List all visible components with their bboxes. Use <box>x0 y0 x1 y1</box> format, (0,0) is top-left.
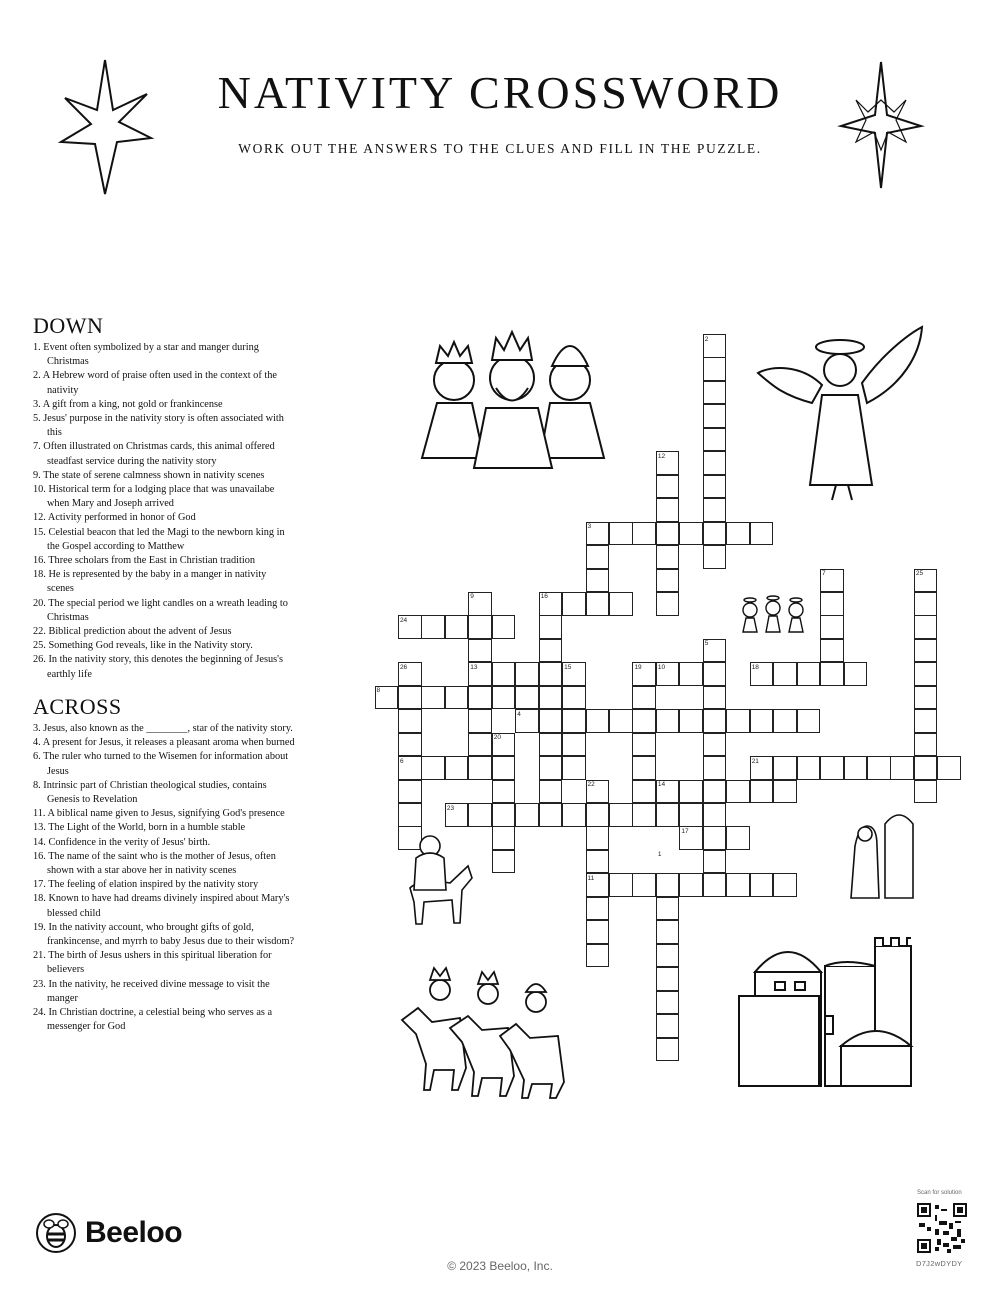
crossword-cell[interactable] <box>468 592 492 616</box>
crossword-cell[interactable] <box>539 780 563 804</box>
crossword-cell[interactable] <box>726 522 750 546</box>
crossword-cell[interactable] <box>398 615 422 639</box>
crossword-cell[interactable] <box>468 639 492 663</box>
wise-men-camels-illustration <box>396 958 572 1100</box>
crossword-cell[interactable] <box>515 709 539 733</box>
crossword-cell[interactable] <box>914 639 938 663</box>
crossword-cell[interactable] <box>937 756 961 780</box>
crossword-cell[interactable] <box>562 803 586 827</box>
crossword-cell[interactable] <box>914 709 938 733</box>
clue-number: 26 <box>399 663 408 671</box>
across-clue: 4. A present for Jesus, it releases a pleasant aroma when burned <box>33 737 295 749</box>
crossword-cell[interactable] <box>468 615 492 639</box>
crossword-cell[interactable] <box>609 522 633 546</box>
crossword-cell[interactable] <box>656 709 680 733</box>
down-clue: 20. The special period we light candles on a wreath leading to Christmas <box>33 597 288 623</box>
crossword-cell[interactable] <box>750 522 774 546</box>
crossword-cell[interactable] <box>586 826 610 850</box>
crossword-cell[interactable] <box>726 873 750 897</box>
crossword-cell[interactable] <box>398 803 422 827</box>
crossword-cell[interactable] <box>539 662 563 686</box>
crossword-cell[interactable] <box>492 615 516 639</box>
across-clue: 8. Intrinsic part of Christian theological studies, contains Genesis to Revelation <box>33 779 267 806</box>
crossword-cell[interactable] <box>703 357 727 381</box>
crossword-cell[interactable] <box>468 733 492 757</box>
crossword-cell[interactable] <box>914 780 938 804</box>
crossword-cell[interactable] <box>773 756 797 780</box>
crossword-cell[interactable] <box>468 662 492 686</box>
crossword-cell[interactable] <box>586 780 610 804</box>
clue-number: 8 <box>376 687 381 695</box>
crossword-cell[interactable] <box>421 615 445 639</box>
clue-number: 13 <box>470 663 478 671</box>
down-clue: 25. Something God reveals, like in the Nativity story. <box>33 640 253 652</box>
crossword-cell[interactable] <box>492 733 516 757</box>
crossword-cell[interactable] <box>656 967 680 991</box>
crossword-cell[interactable] <box>656 991 680 1015</box>
page-subtitle: WORK OUT THE ANSWERS TO THE CLUES AND FILL IN THE PUZZLE. <box>238 141 762 156</box>
crossword-cell[interactable] <box>679 780 703 804</box>
crossword-cell[interactable] <box>750 756 774 780</box>
down-clue: 2. A Hebrew word of praise often used in the context of the nativity <box>33 370 277 396</box>
across-clues <box>33 694 295 1034</box>
three-kings-illustration <box>412 328 612 478</box>
clue-number: 11 <box>587 874 595 882</box>
crossword-cell[interactable] <box>609 709 633 733</box>
clue-number: 7 <box>822 570 826 577</box>
across-clue: 16. The name of the saint who is the mother of Jesus, often shown with a star above her in nativity scenes <box>33 850 276 877</box>
crossword-cell[interactable] <box>445 756 469 780</box>
crossword-cell[interactable] <box>726 780 750 804</box>
crossword-cell[interactable] <box>703 381 727 405</box>
crossword-cell[interactable] <box>562 756 586 780</box>
crossword-cell[interactable] <box>703 451 727 475</box>
crossword-cell[interactable] <box>914 592 938 616</box>
crossword-cell[interactable] <box>656 780 680 804</box>
crossword-cell[interactable] <box>632 756 656 780</box>
down-heading: DOWN <box>33 313 104 338</box>
crossword-cell[interactable] <box>820 639 844 663</box>
crossword-cell[interactable] <box>398 686 422 710</box>
crossword-cell[interactable] <box>375 686 399 710</box>
crossword-cell[interactable] <box>656 592 680 616</box>
crossword-cell[interactable] <box>656 920 680 944</box>
crossword-cell[interactable] <box>632 522 656 546</box>
crossword-cell[interactable] <box>445 803 469 827</box>
crossword-cell[interactable] <box>703 780 727 804</box>
crossword-cell[interactable] <box>703 545 727 569</box>
crossword-cell[interactable] <box>468 686 492 710</box>
crossword-cell[interactable] <box>586 592 610 616</box>
crossword-cell[interactable] <box>609 803 633 827</box>
crossword-cell[interactable] <box>703 733 727 757</box>
across-clue: 24. In Christian doctrine, a celestial being who serves as a messenger for God <box>33 1007 273 1033</box>
clue-number: 21 <box>751 757 759 765</box>
down-clue: 5. Jesus' purpose in the nativity story is often associated with this <box>33 413 284 439</box>
down-clue: 15. Celestial beacon that led the Magi to the newborn king in the Gospel according to Matthew <box>33 526 285 552</box>
crossword-cell[interactable] <box>656 897 680 921</box>
crossword-cell[interactable] <box>539 803 563 827</box>
crossword-cell[interactable] <box>586 850 610 874</box>
clue-number: 15 <box>564 663 572 671</box>
clue-number: 12 <box>657 452 666 460</box>
crossword-cell[interactable] <box>562 662 586 686</box>
crossword-cell[interactable] <box>679 662 703 686</box>
crossword-cell[interactable] <box>586 873 610 897</box>
clue-number: 10 <box>657 663 666 671</box>
crossword-cell[interactable] <box>820 615 844 639</box>
crossword-cell[interactable] <box>703 428 727 452</box>
crossword-cell[interactable] <box>515 686 539 710</box>
crossword-cell[interactable] <box>773 709 797 733</box>
crossword-cell[interactable] <box>820 592 844 616</box>
crossword-cell[interactable] <box>679 522 703 546</box>
mary-at-door-illustration <box>845 806 917 902</box>
crossword-cell[interactable] <box>632 873 656 897</box>
crossword-cell[interactable] <box>445 686 469 710</box>
crossword-cell[interactable] <box>586 522 610 546</box>
crossword-cell[interactable] <box>797 756 821 780</box>
crossword-cell[interactable] <box>703 850 727 874</box>
clue-number: 22 <box>587 781 595 789</box>
clue-number: 6 <box>399 757 404 765</box>
crossword-cell[interactable] <box>820 756 844 780</box>
crossword-cell[interactable] <box>914 733 938 757</box>
clue-number: 3 <box>587 523 592 531</box>
page-title: NATIVITY CROSSWORD <box>217 67 783 118</box>
crossword-cell[interactable] <box>656 1038 680 1062</box>
across-clue: 23. In the nativity, he received divine message to visit the manger <box>33 978 270 1004</box>
clue-number: 18 <box>751 663 759 671</box>
crossword-cell[interactable] <box>632 686 656 710</box>
brand-name: Beeloo <box>85 1216 183 1249</box>
crossword-cell[interactable] <box>562 592 586 616</box>
crossword-cell[interactable] <box>586 709 610 733</box>
crossword-cell[interactable] <box>609 873 633 897</box>
crossword-cell[interactable] <box>656 1014 680 1038</box>
across-clue: 17. The feeling of elation inspired by the nativity story <box>33 879 259 891</box>
crossword-cell[interactable] <box>539 733 563 757</box>
crossword-cell[interactable] <box>773 873 797 897</box>
crossword-cell[interactable] <box>914 569 938 593</box>
clue-number: 1 <box>657 851 662 859</box>
crossword-cell[interactable] <box>398 780 422 804</box>
clue-number: 25 <box>915 570 924 577</box>
crossword-cell[interactable] <box>515 662 539 686</box>
crossword-cell[interactable] <box>679 803 703 827</box>
clue-number: 19 <box>634 663 642 671</box>
down-clue: 18. He is represented by the baby in a manger in nativity scenes <box>33 569 267 595</box>
crossword-cell[interactable] <box>539 592 563 616</box>
crossword-cell[interactable] <box>656 545 680 569</box>
crossword-cell[interactable] <box>656 569 680 593</box>
crossword-cell[interactable] <box>773 780 797 804</box>
crossword-cell[interactable] <box>844 662 868 686</box>
beeloo-logo <box>35 1212 182 1254</box>
bee-icon <box>35 1212 77 1254</box>
crossword-cell[interactable] <box>398 756 422 780</box>
crossword-cell[interactable] <box>703 522 727 546</box>
crossword-cell[interactable] <box>586 545 610 569</box>
down-clue: 9. The state of serene calmness shown in nativity scenes <box>33 469 265 481</box>
crossword-cell[interactable] <box>656 873 680 897</box>
crossword-cell[interactable] <box>656 451 680 475</box>
crossword-cell[interactable] <box>539 709 563 733</box>
crossword-cell[interactable] <box>445 615 469 639</box>
crossword-cell[interactable] <box>492 826 516 850</box>
down-clues <box>33 313 295 682</box>
puzzle-code: D7J2wDYDY <box>916 1259 963 1268</box>
crossword-cell[interactable] <box>703 709 727 733</box>
crossword-cell[interactable] <box>656 522 680 546</box>
down-clue-list <box>33 341 295 682</box>
crossword-cell[interactable] <box>492 850 516 874</box>
crossword-cell[interactable] <box>398 709 422 733</box>
crossword-cell[interactable] <box>539 686 563 710</box>
down-clue: 16. Three scholars from the East in Christian tradition <box>33 555 256 567</box>
crossword-cell[interactable] <box>703 873 727 897</box>
across-heading: ACROSS <box>33 694 122 719</box>
clue-number: 4 <box>517 710 521 718</box>
crossword-cell[interactable] <box>586 803 610 827</box>
crossword-cell[interactable] <box>703 404 727 428</box>
crossword-cell[interactable] <box>726 709 750 733</box>
crossword-cell[interactable] <box>914 662 938 686</box>
across-clue: 14. Confidence in the verity of Jesus' birth. <box>33 836 211 848</box>
crossword-cell[interactable] <box>750 662 774 686</box>
crossword-cell[interactable] <box>703 334 727 358</box>
crossword-cell[interactable] <box>656 498 680 522</box>
crossword-cell[interactable] <box>562 686 586 710</box>
crossword-cell[interactable] <box>609 592 633 616</box>
clue-number: 9 <box>470 593 474 601</box>
crossword-cell[interactable] <box>750 780 774 804</box>
crossword-cell[interactable] <box>468 709 492 733</box>
qr-code-icon[interactable] <box>917 1203 967 1253</box>
crossword-cell[interactable] <box>797 662 821 686</box>
clue-number: 24 <box>399 616 408 624</box>
crossword-cell[interactable] <box>492 756 516 780</box>
crossword-cell[interactable] <box>656 803 680 827</box>
crossword-cell[interactable] <box>703 498 727 522</box>
crossword-cell[interactable] <box>820 569 844 593</box>
clue-number: 16 <box>540 593 548 601</box>
crossword-cell[interactable] <box>632 662 656 686</box>
across-clue: 3. Jesus, also known as the ________, star of the nativity story. <box>33 723 293 734</box>
cherubs-illustration <box>734 588 812 640</box>
crossword-cell[interactable] <box>703 826 727 850</box>
crossword-cell[interactable] <box>586 920 610 944</box>
crossword-cell[interactable] <box>890 756 914 780</box>
crossword-cell[interactable] <box>750 873 774 897</box>
crossword-cell[interactable] <box>703 639 727 663</box>
crossword-cell[interactable] <box>586 569 610 593</box>
down-clue: 3. A gift from a king, not gold or frankincense <box>33 398 223 410</box>
crossword-cell[interactable] <box>539 615 563 639</box>
clue-number: 14 <box>657 781 666 789</box>
crossword-cell[interactable] <box>914 686 938 710</box>
crossword-cell[interactable] <box>492 662 516 686</box>
crossword-cell[interactable] <box>632 709 656 733</box>
crossword-cell[interactable] <box>679 873 703 897</box>
crossword-cell[interactable] <box>492 780 516 804</box>
crossword-cell[interactable] <box>773 662 797 686</box>
crossword-cell[interactable] <box>656 475 680 499</box>
crossword-cell[interactable] <box>586 897 610 921</box>
crossword-cell[interactable] <box>726 826 750 850</box>
crossword-cell[interactable] <box>844 756 868 780</box>
crossword-cell[interactable] <box>632 733 656 757</box>
crossword-cell[interactable] <box>703 756 727 780</box>
crossword-cell[interactable] <box>914 615 938 639</box>
across-clue: 11. A biblical name given to Jesus, signifying God's presence <box>33 808 285 820</box>
crossword-cell[interactable] <box>703 662 727 686</box>
crossword-cell[interactable] <box>492 686 516 710</box>
crossword-cell[interactable] <box>656 944 680 968</box>
clue-number: 17 <box>681 827 689 835</box>
crossword-cell[interactable] <box>703 803 727 827</box>
down-clue: 7. Often illustrated on Christmas cards, this animal offered steadfast service during the nativity story <box>33 441 275 467</box>
crossword-cell[interactable] <box>468 803 492 827</box>
down-clue: 1. Event often symbolized by a star and manger during Christmas <box>33 342 259 368</box>
crossword-cell[interactable] <box>562 709 586 733</box>
crossword-cell[interactable] <box>656 662 680 686</box>
down-clue: 10. Historical term for a lodging place that was unavailabe when Mary and Joseph arrived <box>33 484 275 510</box>
across-clue: 21. The birth of Jesus ushers in this spiritual liberation for believers <box>33 950 272 976</box>
crossword-cell[interactable] <box>703 686 727 710</box>
scan-label: Scan for solution <box>917 1190 962 1196</box>
crossword-cell[interactable] <box>797 709 821 733</box>
bethlehem-town-illustration <box>735 936 917 1092</box>
crossword-cell[interactable] <box>398 733 422 757</box>
crossword-cell[interactable] <box>562 733 586 757</box>
copyright: © 2023 Beeloo, Inc. <box>447 1259 553 1273</box>
across-clue: 6. The ruler who turned to the Wisemen for information about Jesus <box>33 751 289 777</box>
crossword-cell[interactable] <box>539 756 563 780</box>
crossword-cell[interactable] <box>632 803 656 827</box>
crossword-cell[interactable] <box>703 475 727 499</box>
crossword-cell[interactable] <box>539 639 563 663</box>
crossword-cell[interactable] <box>679 826 703 850</box>
down-clue: 22. Biblical prediction about the advent of Jesus <box>33 626 232 638</box>
clue-number: 23 <box>446 804 455 812</box>
mary-on-donkey-illustration <box>400 828 475 930</box>
crossword-cell[interactable] <box>468 756 492 780</box>
crossword-cell[interactable] <box>586 944 610 968</box>
crossword-cell[interactable] <box>632 780 656 804</box>
clue-number: 2 <box>704 335 709 343</box>
crossword-cell[interactable] <box>421 756 445 780</box>
down-clue: 26. In the nativity story, this denotes the beginning of Jesus's earthly life <box>33 654 284 680</box>
crossword-cell[interactable] <box>421 686 445 710</box>
across-clue: 18. Known to have had dreams divinely inspired about Mary's blessed child <box>33 893 290 919</box>
angel-illustration <box>752 325 927 505</box>
crossword-cell[interactable] <box>750 709 774 733</box>
crossword-cell[interactable] <box>515 803 539 827</box>
across-clue: 19. In the nativity account, who brought gifts of gold, frankincense, and myrrh to baby Jesus due to their wisdom? <box>33 921 295 948</box>
clue-number: 5 <box>704 640 709 648</box>
crossword-cell[interactable] <box>820 662 844 686</box>
crossword-cell[interactable] <box>679 709 703 733</box>
crossword-cell[interactable] <box>914 756 938 780</box>
clue-number: 20 <box>493 734 501 742</box>
crossword-cell[interactable] <box>398 662 422 686</box>
crossword-cell[interactable] <box>492 803 516 827</box>
across-clue: 13. The Light of the World, born in a humble stable <box>33 822 246 834</box>
across-clue-list <box>33 722 295 1034</box>
down-clue: 12. Activity performed in honor of God <box>33 512 196 524</box>
crossword-cell[interactable] <box>867 756 891 780</box>
